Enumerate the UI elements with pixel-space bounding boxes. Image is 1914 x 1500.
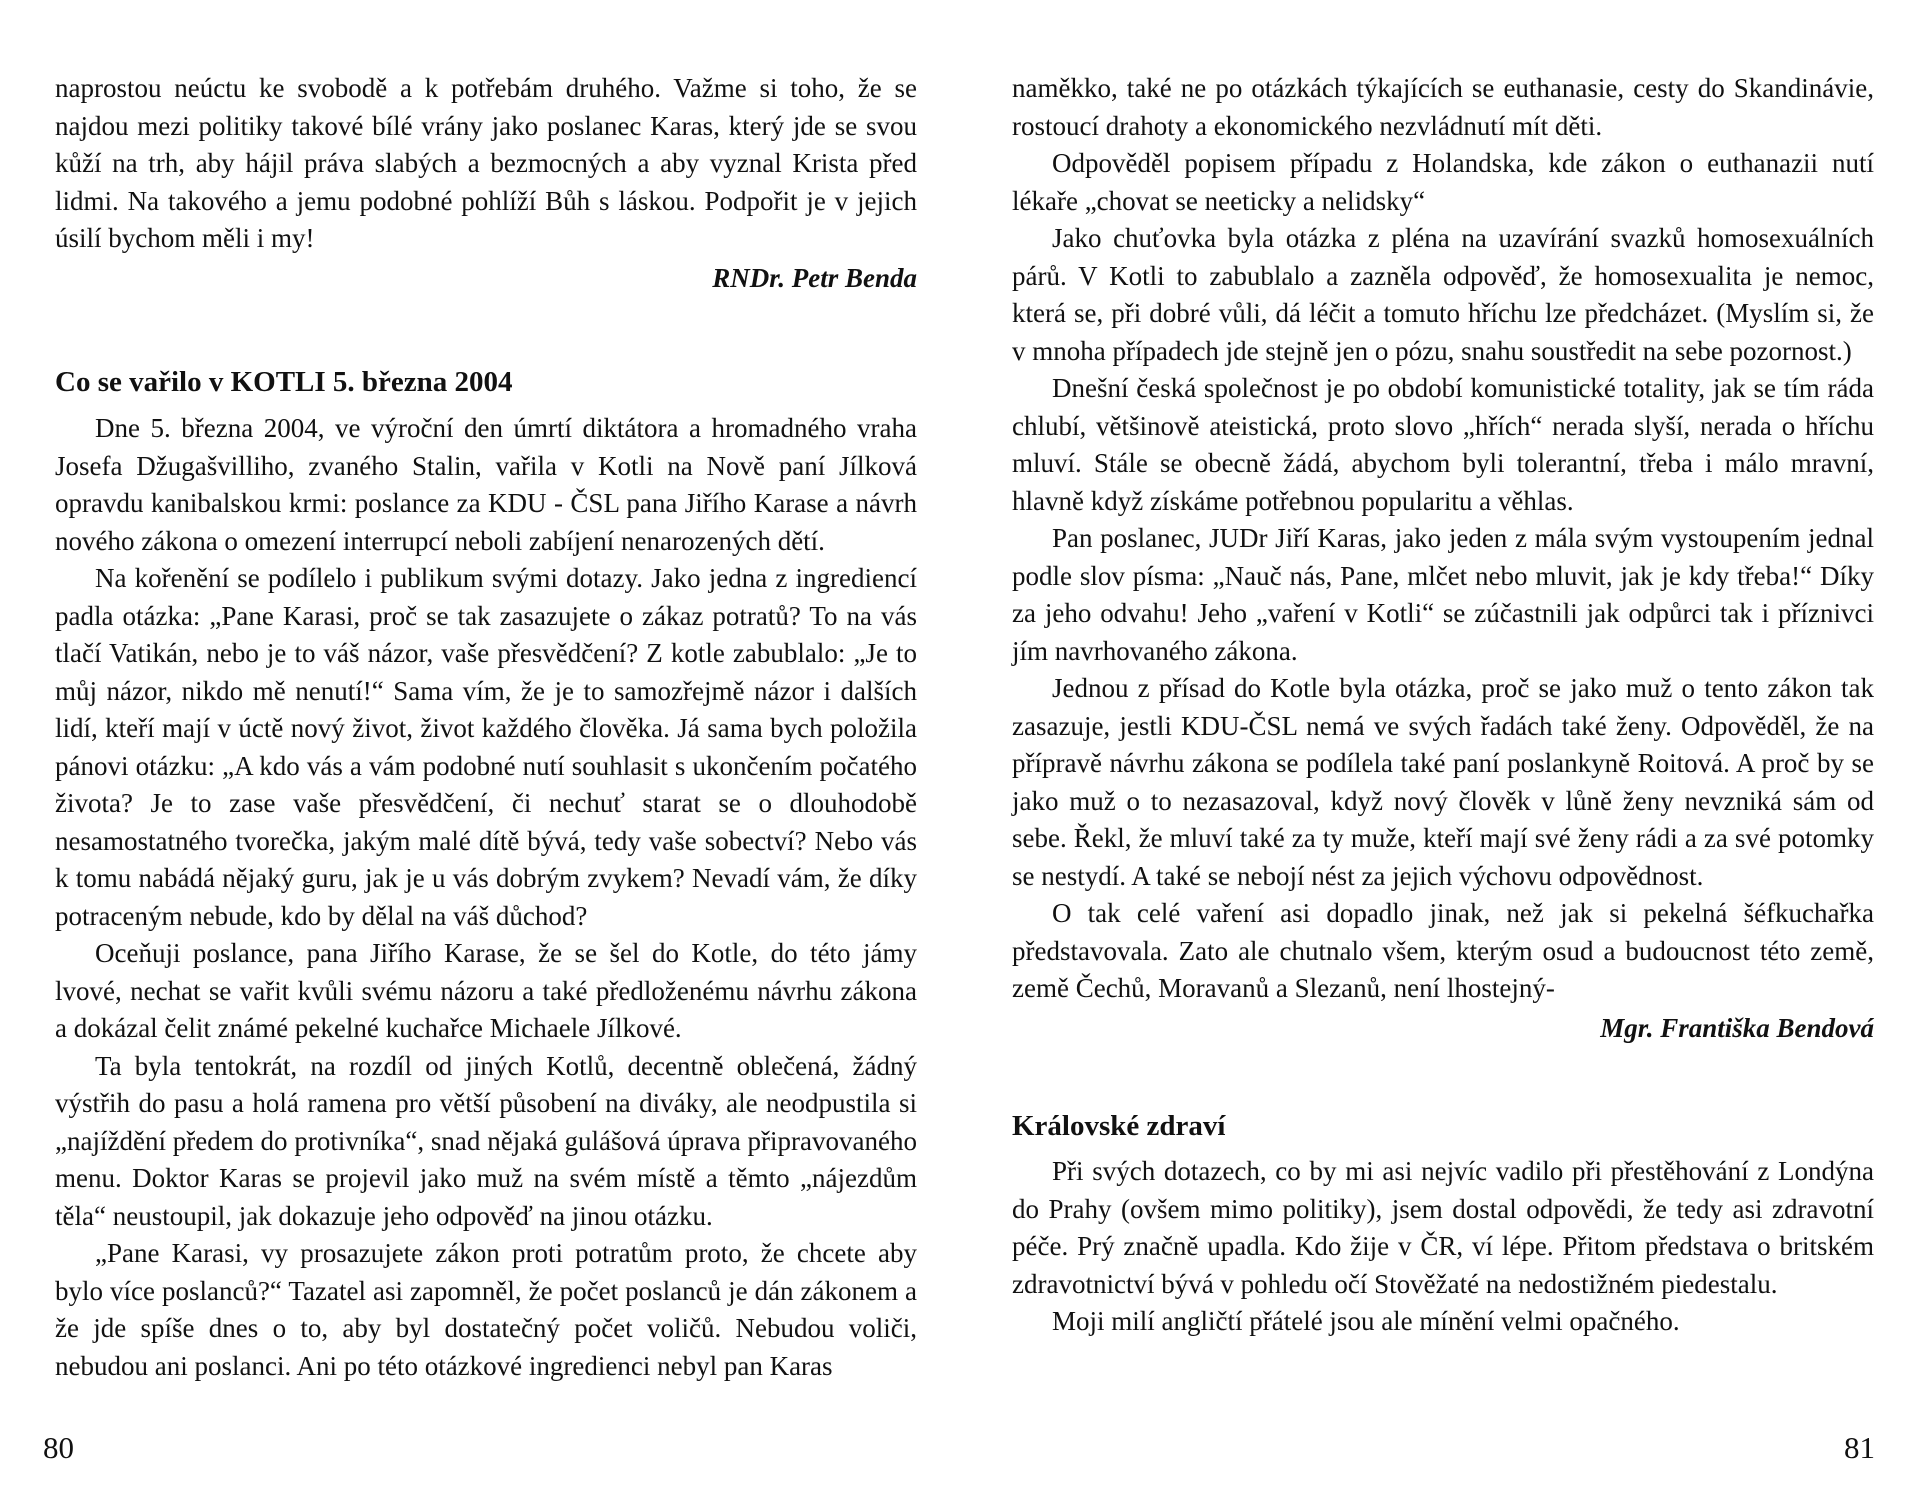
paragraph: Oceňuji poslance, pana Jiřího Karase, že se šel do Kotle, do této jámy lvové, nechat se vařit kvůli svému názoru a také předloženému návrhu zákona a dokázal čelit známé pekelné kuchařce Michaele Jílkové. xyxy=(55,938,917,1043)
paragraph: Jednou z přísad do Kotle byla otázka, proč se jako muž o tento zákon tak zasazuje, jestli KDU-ČSL nemá ve svých řadách také ženy. Odpověděl, že na přípravě návrhu zákona se podílela také paní poslankyně Roitová. A proč by se jako muž o to nezasazoval, když nový člověk v lůně ženy nevzniká sám od sebe. Řekl, že mluví také za ty muže, kteří mají své ženy rádi a za své potomky se nestydí. A také se nebojí nést za jejich výchovu odpovědnost. xyxy=(1012,673,1874,891)
paragraph: Ta byla tentokrát, na rozdíl od jiných Kotlů, decentně oblečená, žádný výstřih do pasu a holá ramena pro větší působení na diváky, ale neodpustila si „najíždění předem do protivníka“, snad nějaká gulášová úprava připravovaného menu. Doktor Karas se projevil jako muž na svém místě a těmto „nájezdům těla“ neustoupil, jak dokazuje jeho odpověď na jinou otázku. xyxy=(55,1050,917,1231)
continuation-paragraph: naměkko, také ne po otázkách týkajících se euthanasie, cesty do Skandinávie, rostoucí drahoty a ekonomického nezvládnutí mít děti. xyxy=(1012,73,1874,141)
paragraph: Odpověděl popisem případu z Holandska, kde zákon o euthanazii nutí lékaře „chovat se neeticky a nelidsky“ xyxy=(1012,148,1874,216)
paragraph: Při svých dotazech, co by mi asi nejvíc vadilo při přestěhování z Londýna do Prahy (ovšem mimo politiky), jsem dostal odpovědi, že tedy asi zdravotní péče. Prý značně upadla. Kdo žije v ČR, ví lépe. Přitom představa o britském zdravotnictví bývá v pohledu očí Stověžaté na nedostižném piedestalu. xyxy=(1012,1156,1874,1299)
paragraph: Pan poslanec, JUDr Jiří Karas, jako jeden z mála svým vystoupením jednal podle slov písma: „Nauč nás, Pane, mlčet nebo mluvit, jak je kdy třeba!“ Díky za jeho odvahu! Jeho „vaření v Kotli“ se zúčastnili jak odpůrci tak i příznivci jím navrhovaného zákona. xyxy=(1012,523,1874,666)
paragraph: Dnešní česká společnost je po období komunistické totality, jak se tím ráda chlubí, většinově ateistická, proto slovo „hřích“ nerada slyší, nerada o hříchu mluví. Stále se obecně žádá, abychom byli tolerantní, třeba i málo mravní, hlavně když získáme potřebnou popularitu a věhlas. xyxy=(1012,373,1874,516)
paragraph: Moji milí angličtí přátelé jsou ale mínění velmi opačného. xyxy=(1052,1306,1680,1336)
page-number-right: 81 xyxy=(1844,1430,1875,1465)
paragraph: O tak celé vaření asi dopadlo jinak, než jak si pekelná šéfkuchařka představovala. Zato ale chutnalo všem, kterým osud a budoucnost této země, země Čechů, Moravanů a Slezanů, není lhostejný- xyxy=(1012,898,1874,1003)
paragraph: Na kořenění se podílelo i publikum svými dotazy. Jako jedna z ingrediencí padla otázka: „Pane Karasi, proč se tak zasazujete o zákaz potratů? To na vás tlačí Vatikán, nebo je to váš názor, vaše přesvědčení? Z kotle zabublalo: „Je to můj názor, nikdo mě nenutí!“ Sama vím, že je to samozřejmě názor i dalších lidí, kteří mají v úctě nový život, život každého člověka. Já sama bych položila pánovi otázku: „A kdo vás a vám podobné nutí souhlasit s ukončením počatého života? Je to zase vaše přesvědčení, či nechuť starat se o dlouhodobě nesamostatného tvorečka, jakým malé dítě bývá, tedy vaše sobectví? Nebo vás k tomu nabádá nějaký guru, jak je u vás dobrým zvykem? Nevadí vám, že díky potraceným nebude, kdo by dělal na váš důchod? xyxy=(55,563,917,931)
paragraph: Dne 5. března 2004, ve výroční den úmrtí diktátora a hromadného vraha Josefa Džugašvilliho, zvaného Stalin, vařila v Kotli na Nově paní Jílková opravdu kanibalskou krmi: poslance za KDU - ČSL pana Jiřího Karase a návrh nového zákona o omezení interrupcí neboli zabíjení nenarozených dětí. xyxy=(55,413,917,556)
signature-frantiska-bendova: Mgr. Františka Bendová xyxy=(1600,1012,1874,1043)
article-title-kralovske-zdravi: Královské zdraví xyxy=(1012,1110,1226,1142)
intro-paragraph: naprostou neúctu ke svobodě a k potřebám druhého. Važme si toho, že se najdou mezi politiky takové bílé vrány jako poslanec Karas, který jde se svou kůží na trh, aby hájil práva slabých a bezmocných a aby vyznal Krista před lidmi. Na takového a jemu podobné pohlíží Bůh s láskou. Podpořit je v jejich úsilí bychom měli i my! xyxy=(55,73,917,253)
paragraph: Jako chuťovka byla otázka z pléna na uzavírání svazků homosexuálních párů. V Kotli to zabublalo a zazněla odpověď, že homosexualita je nemoc, která se, při dobré vůli, dá léčit a tomuto hříchu lze předcházet. (Myslím si, že v mnoha případech jde stejně jen o pózu, snahu soustředit na sebe pozornost.) xyxy=(1012,223,1874,366)
article-title-kotel: Co se vařilo v KOTLI 5. března 2004 xyxy=(55,366,513,398)
left-page xyxy=(55,70,917,1490)
paragraph: „Pane Karasi, vy prosazujete zákon proti potratům proto, že chcete aby bylo více poslanců?“ Tazatel asi zapomněl, že počet poslanců je dán zákonem a že jde spíše dnes o to, aby byl dostatečný počet voličů. Nebudou voliči, nebudou ani poslanci. Ani po této otázkové ingredienci nebyl pan Karas xyxy=(55,1238,917,1381)
right-page xyxy=(1012,70,1874,1490)
signature-petr-benda: RNDr. Petr Benda xyxy=(712,262,917,293)
page-number-left: 80 xyxy=(43,1430,74,1465)
